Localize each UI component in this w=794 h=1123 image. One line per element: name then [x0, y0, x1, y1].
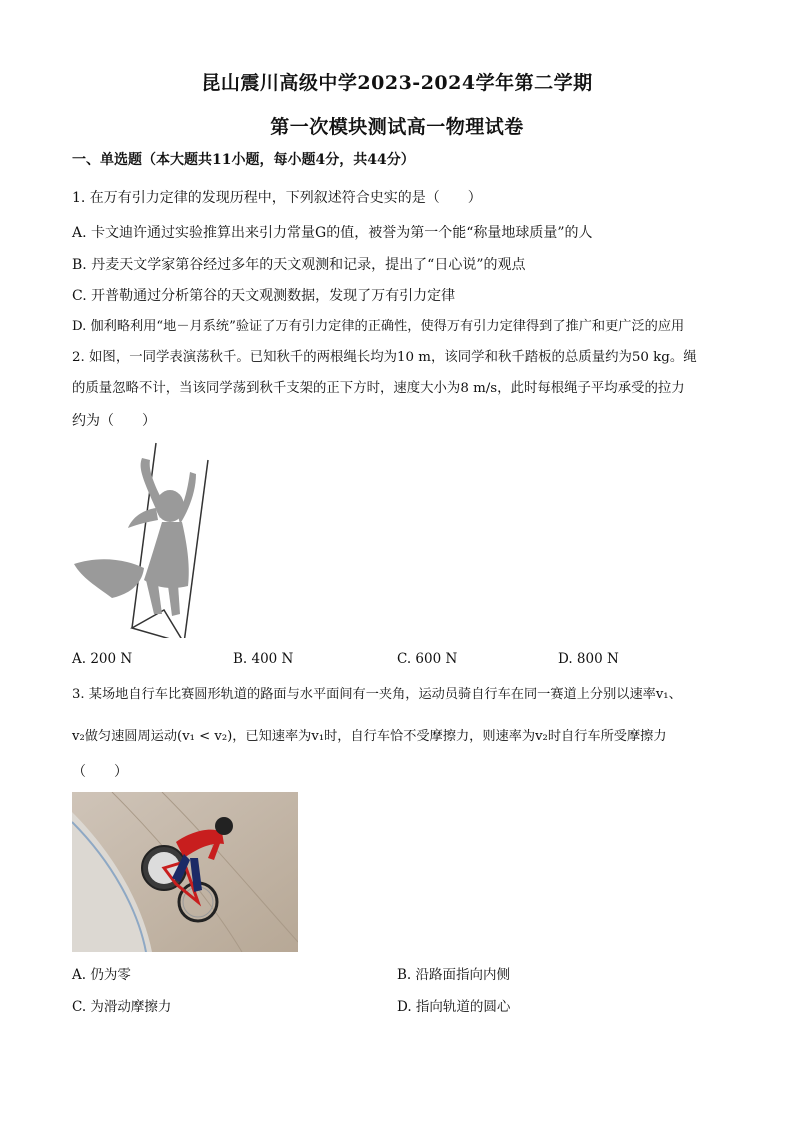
q2-stem-line3: 约为（ ） [72, 413, 156, 429]
q3-stem-line2: v₂做匀速圆周运动(v₁ < v₂)，已知速率为v₁时，自行车恰不受摩擦力，则速率为v₂时自行车所受摩擦力 [72, 729, 667, 744]
q1-option-d: D. 伽利略利用“地－月系统”验证了万有引力定律的正确性，使得万有引力定律得到了推广和更广泛的应用 [72, 319, 685, 334]
cyclist-photo [72, 792, 298, 952]
q3-option-b: B. 沿路面指向内侧 [397, 967, 511, 983]
q2-stem-line1: 2. 如图，一同学表演荡秋千。已知秋千的两根绳长均为10 m，该同学和秋千踏板的总质量约为50 kg。绳 [72, 350, 697, 365]
q1-option-a: A. 卡文迪许通过实验推算出来引力常量G的值，被誉为第一个能“称量地球质量”的人 [72, 225, 593, 241]
q3-option-a: A. 仍为零 [72, 967, 131, 983]
q2-option-b: B. 400 N [233, 651, 294, 667]
q3-stem-line1: 3. 某场地自行车比赛圆形轨道的路面与水平面间有一夹角，运动员骑自行车在同一赛道上分别以速率v₁、 [72, 687, 682, 702]
q2-stem-line2: 的质量忽略不计，当该同学荡到秋千支架的正下方时，速度大小为8 m/s，此时每根绳子平均承受的拉力 [72, 381, 685, 396]
section-heading: 一、单选题（本大题共11小题，每小题4分，共44分） [72, 152, 415, 168]
exam-title-line1: 昆山震川高级中学2023-2024学年第二学期 [201, 72, 593, 94]
swing-figure [72, 438, 212, 638]
q1-option-c: C. 开普勒通过分析第谷的天文观测数据，发现了万有引力定律 [72, 288, 456, 304]
q3-option-c: C. 为滑动摩擦力 [72, 999, 172, 1015]
exam-title-line2: 第一次模块测试高一物理试卷 [270, 116, 524, 138]
q3-stem-line3: （ ） [72, 764, 128, 780]
q2-option-c: C. 600 N [397, 651, 458, 667]
q1-option-b: B. 丹麦天文学家第谷经过多年的天文观测和记录，提出了“日心说”的观点 [72, 257, 526, 273]
q2-option-d: D. 800 N [558, 651, 619, 667]
q3-option-d: D. 指向轨道的圆心 [397, 999, 511, 1015]
q2-option-a: A. 200 N [72, 651, 133, 667]
q1-stem: 1. 在万有引力定律的发现历程中，下列叙述符合史实的是（ ） [72, 190, 482, 206]
